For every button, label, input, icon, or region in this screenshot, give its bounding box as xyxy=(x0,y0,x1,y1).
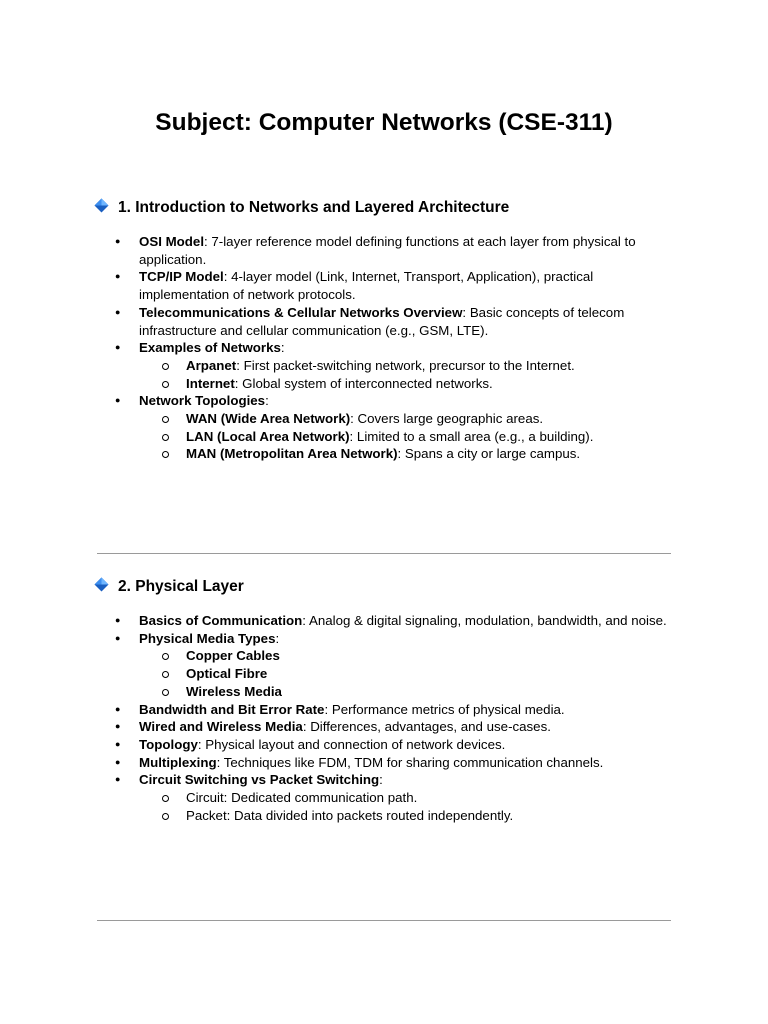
sub-item-term: LAN (Local Area Network) xyxy=(186,428,350,444)
list-item-separator: : xyxy=(379,772,383,788)
section-2-list xyxy=(115,612,675,824)
list-item-physical-media-types xyxy=(115,630,675,701)
list-item-term: OSI Model xyxy=(139,234,205,249)
list-item-separator: : xyxy=(302,613,309,628)
sub-list-topologies xyxy=(139,410,675,463)
list-item-separator: : xyxy=(216,754,224,770)
list-item-multiplexing xyxy=(115,754,675,772)
list-item-separator: : xyxy=(265,393,269,409)
list-item-tcp-ip-model xyxy=(115,268,675,303)
section-heading-text: 1. Introduction to Networks and Layered Architecture xyxy=(118,199,510,216)
sub-item-circuit xyxy=(139,789,675,807)
sub-list-switching xyxy=(139,789,675,824)
list-item-term: Physical Media Types xyxy=(139,630,276,646)
sub-item-term: Internet xyxy=(186,375,235,391)
section-1-list xyxy=(115,233,675,463)
list-item-osi-model xyxy=(115,233,675,268)
list-item-separator: : xyxy=(275,630,280,646)
list-item-text: Differences, advantages, and use-cases. xyxy=(310,719,551,735)
sub-item-text: Global system of interconnected networks. xyxy=(242,375,493,391)
sub-item-separator: : xyxy=(350,411,358,427)
sub-item-text: Spans a city or large campus. xyxy=(404,446,581,462)
sub-item-packet xyxy=(139,807,675,825)
sub-item-optical-fibre xyxy=(139,665,675,683)
sub-item-wan xyxy=(139,410,675,428)
list-item-term: Multiplexing xyxy=(139,754,217,770)
sub-item-arpanet xyxy=(139,357,675,375)
list-item-term: Wired and Wireless Media xyxy=(139,719,303,735)
list-item-circuit-vs-packet xyxy=(115,771,675,824)
list-item-topology xyxy=(115,736,675,754)
sub-item-separator: : xyxy=(349,428,357,444)
sub-item-term: WAN (Wide Area Network) xyxy=(186,411,351,427)
section-divider xyxy=(97,920,671,921)
list-item-separator: : xyxy=(204,234,212,249)
sub-item-wireless-media xyxy=(139,683,675,701)
list-item-term: Basics of Communication xyxy=(139,613,303,628)
diamond-icon xyxy=(94,198,109,213)
list-item-text: Basic concepts of telecom infrastructure and cellular communication (e.g., GSM, LTE). xyxy=(139,304,625,338)
sub-item-man xyxy=(139,445,675,463)
list-item-examples-of-networks xyxy=(115,339,675,392)
diamond-icon xyxy=(94,577,109,592)
sub-item-separator: : xyxy=(397,446,405,462)
list-item-network-topologies xyxy=(115,392,675,463)
sub-item-internet xyxy=(139,375,675,393)
list-item-term: Topology xyxy=(139,736,198,752)
list-item-basics-of-communication xyxy=(115,612,675,630)
sub-item-term: Optical Fibre xyxy=(186,666,268,682)
sub-item-text: Circuit: Dedicated communication path. xyxy=(186,790,418,806)
list-item-text: Physical layout and connection of network devices. xyxy=(205,736,506,752)
list-item-text: 7-layer reference model defining functions at each layer from physical to application. xyxy=(139,234,636,267)
sub-item-text: Packet: Data divided into packets routed independently. xyxy=(186,807,514,823)
list-item-term: Examples of Networks xyxy=(139,340,281,356)
sub-item-text: Covers large geographic areas. xyxy=(357,411,544,427)
list-item-text: Techniques like FDM, TDM for sharing communication channels. xyxy=(223,754,604,770)
list-item-separator: : xyxy=(197,736,206,752)
sub-item-separator: : xyxy=(236,357,244,373)
list-item-term: Bandwidth and Bit Error Rate xyxy=(139,701,325,717)
sub-list-examples xyxy=(139,357,675,392)
sub-item-term: Copper Cables xyxy=(186,648,280,664)
section-heading-introduction xyxy=(94,197,509,219)
section-heading-physical-layer xyxy=(94,576,244,598)
list-item-term: Network Topologies xyxy=(139,393,266,409)
list-item-text: Analog & digital signaling, modulation, bandwidth, and noise. xyxy=(308,613,667,628)
sub-item-term: Wireless Media xyxy=(186,683,282,699)
sub-list-media-types xyxy=(139,647,675,700)
list-item-text: Performance metrics of physical media. xyxy=(331,701,565,717)
sub-item-text: First packet-switching network, precursor to the Internet. xyxy=(243,357,575,373)
list-item-term: TCP/IP Model xyxy=(139,269,224,285)
section-divider xyxy=(97,553,671,554)
list-item-separator: : xyxy=(302,719,311,735)
sub-item-term: MAN (Metropolitan Area Network) xyxy=(186,446,398,462)
sub-item-copper-cables xyxy=(139,647,675,665)
list-item-wired-wireless xyxy=(115,718,675,736)
list-item-separator: : xyxy=(280,340,285,356)
sub-item-text: Limited to a small area (e.g., a building). xyxy=(356,428,594,444)
list-item-telecommunications xyxy=(115,304,675,339)
sub-item-separator: : xyxy=(234,375,243,391)
list-item-term: Telecommunications & Cellular Networks Overview xyxy=(139,304,463,320)
list-item-term: Circuit Switching vs Packet Switching xyxy=(139,772,380,788)
sub-item-lan xyxy=(139,428,675,446)
section-heading-text: 2. Physical Layer xyxy=(118,578,244,595)
list-item-separator: : xyxy=(324,701,332,717)
list-item-separator: : xyxy=(462,304,470,320)
page-title: Subject: Computer Networks (CSE-311) xyxy=(155,109,613,136)
list-item-bandwidth-ber xyxy=(115,701,675,719)
list-item-separator: : xyxy=(223,269,232,285)
sub-item-term: Arpanet xyxy=(186,357,237,373)
list-item-text: 4-layer model (Link, Internet, Transport, Application), practical implementation of network protocols. xyxy=(139,269,594,303)
